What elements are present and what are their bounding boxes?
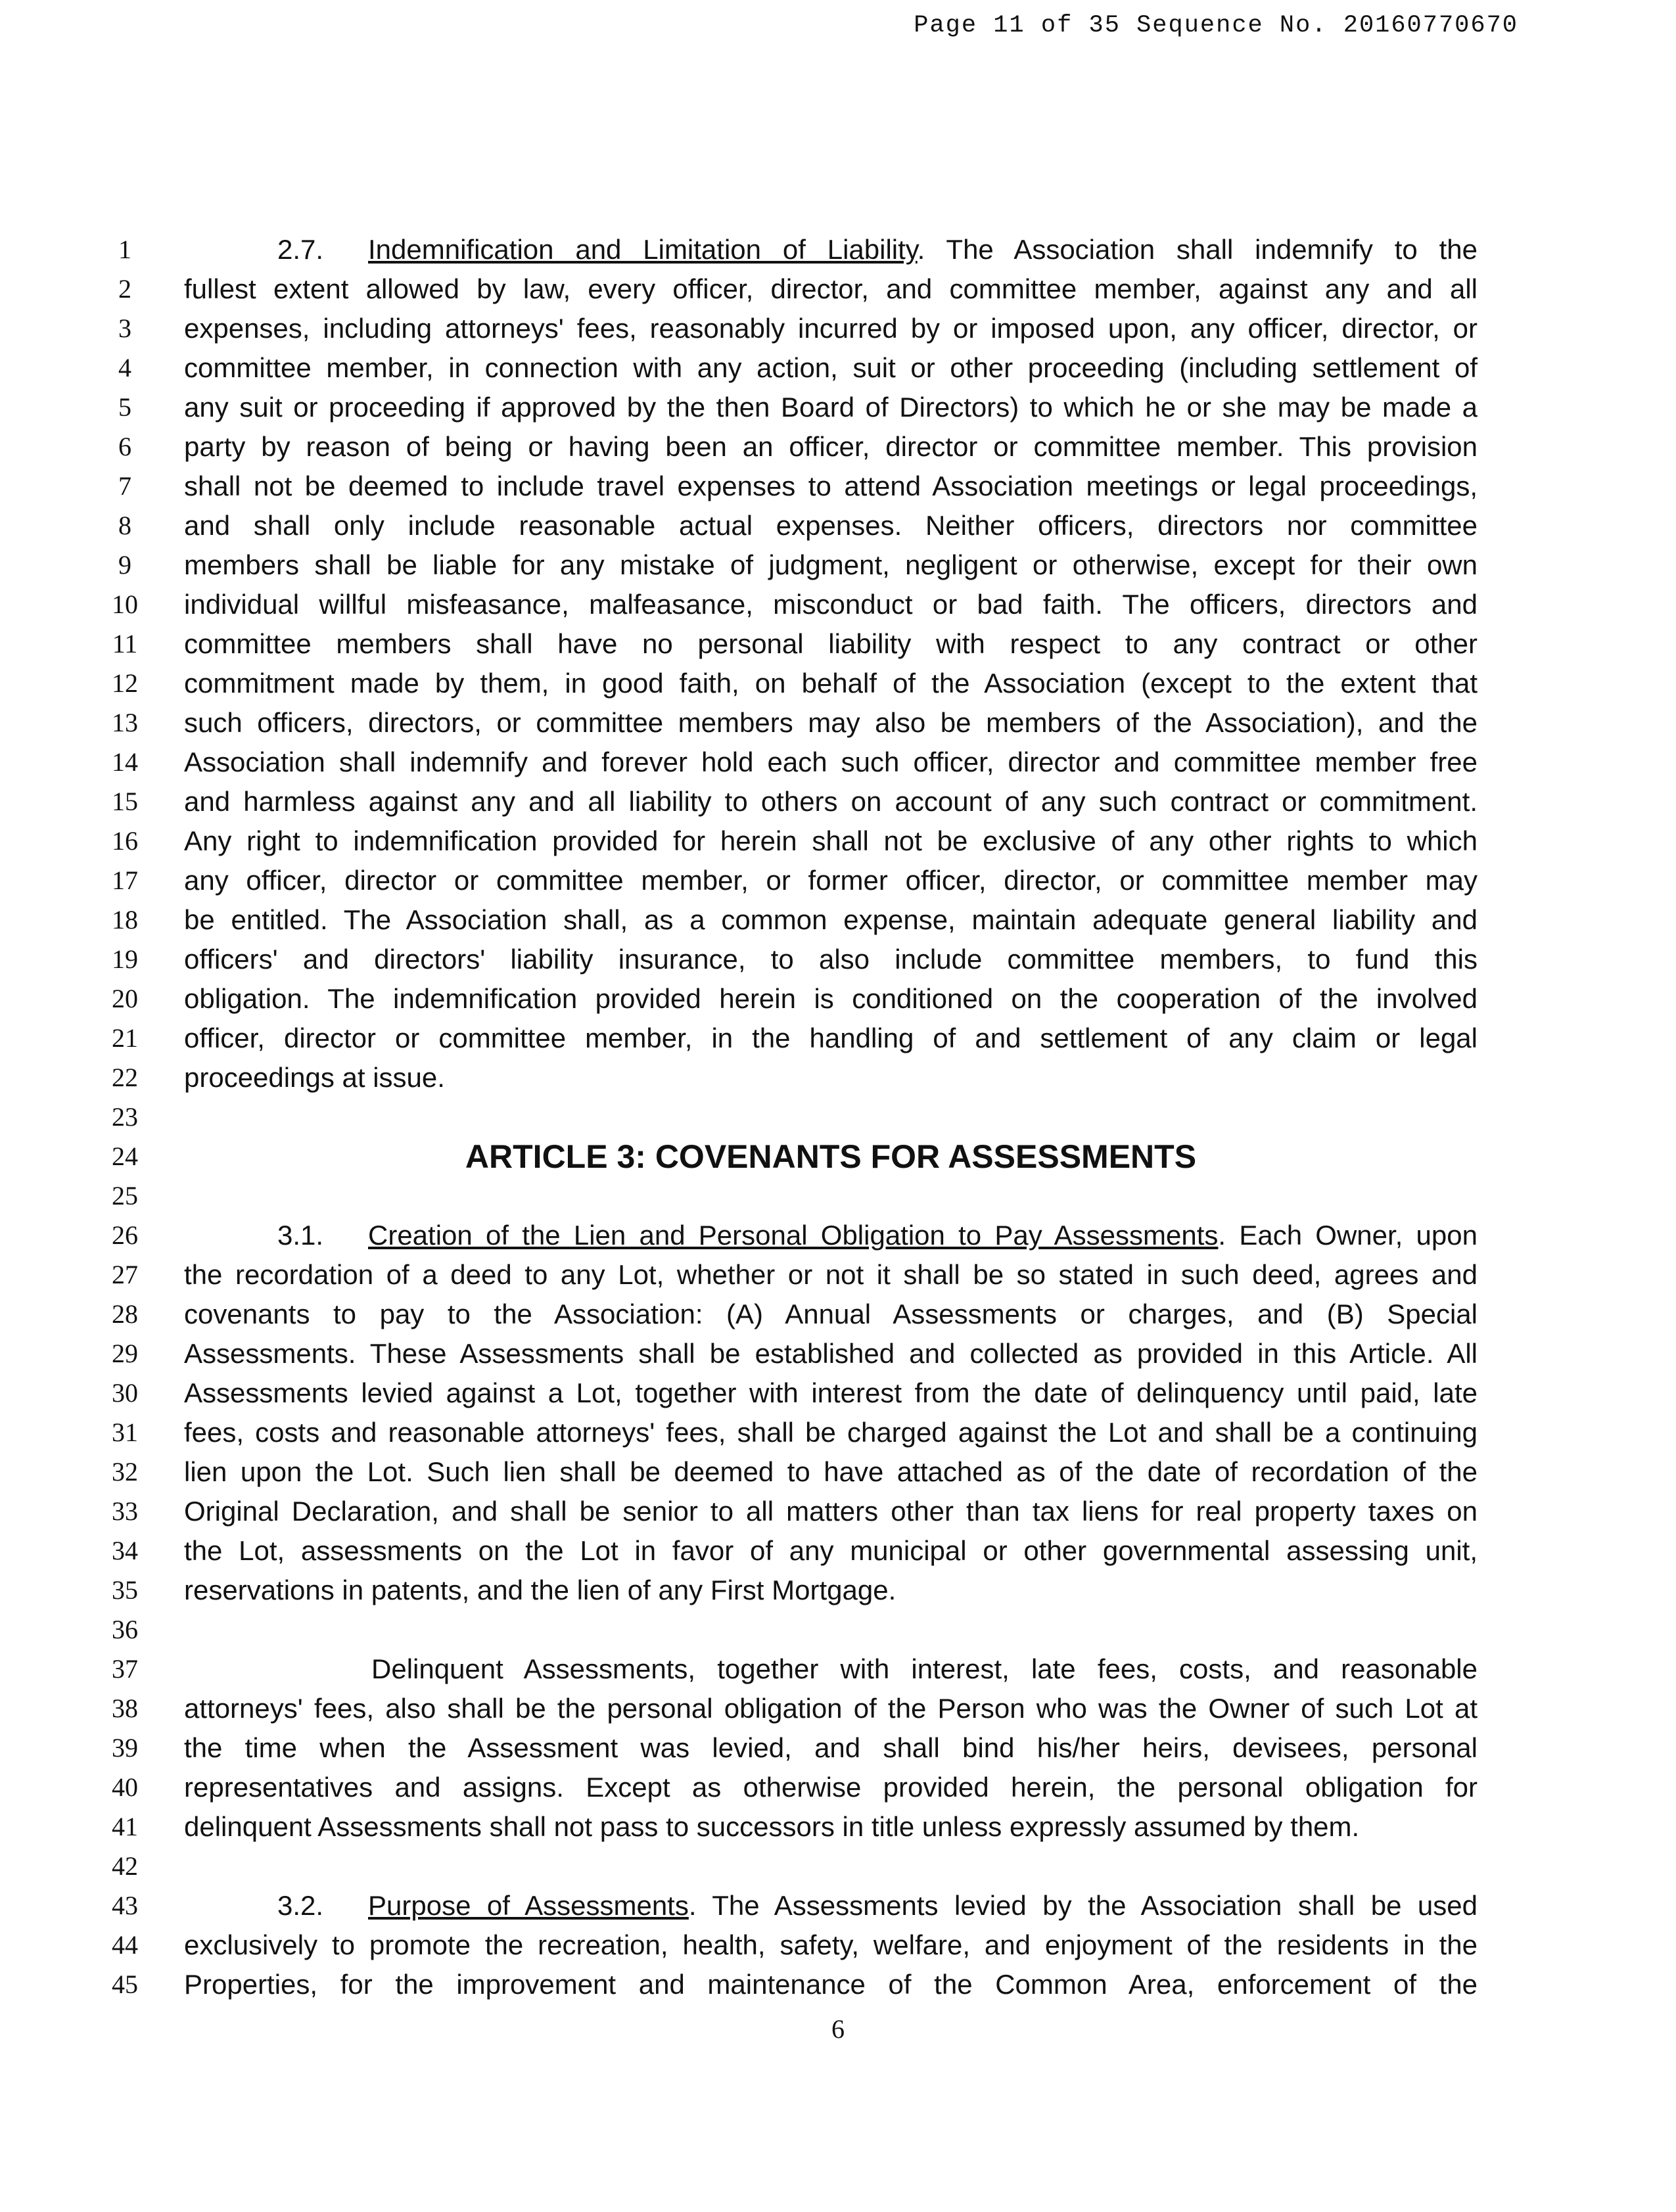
line-text: Delinquent Assessments, together with interest, late fees, costs, and reasonable xyxy=(371,1653,1478,1684)
line-number: 4 xyxy=(118,353,131,382)
line-text: . The Assessments levied by the Association shall be used xyxy=(688,1890,1478,1921)
line-number: 32 xyxy=(112,1457,138,1486)
line-number: 42 xyxy=(112,1851,138,1881)
numbered-line xyxy=(0,427,1676,467)
numbered-line xyxy=(0,1137,1676,1176)
line-number: 39 xyxy=(112,1733,138,1763)
numbered-line xyxy=(0,1176,1676,1216)
numbered-line xyxy=(0,703,1676,743)
line-text: the recordation of a deed to any Lot, whether or not it shall be so stated in such deed, agrees and xyxy=(184,1259,1478,1290)
numbered-line xyxy=(0,1295,1676,1334)
line-number: 13 xyxy=(112,708,138,737)
section-number: 3.1. xyxy=(277,1220,324,1251)
section-3-1-first-line xyxy=(184,1216,1478,1255)
line-number: 40 xyxy=(112,1772,138,1802)
line-text: and harmless against any and all liability to others on account of any such contract or commitment. xyxy=(184,786,1478,817)
numbered-line xyxy=(0,900,1676,940)
line-number: 30 xyxy=(112,1378,138,1408)
line-text: officers' and directors' liability insurance, to also include committee members, to fund this xyxy=(184,944,1478,975)
line-number: 37 xyxy=(112,1654,138,1684)
document-body xyxy=(0,230,1676,2004)
numbered-line xyxy=(0,269,1676,309)
numbered-line xyxy=(0,1925,1676,1965)
line-text: reservations in patents, and the lien of any First Mortgage. xyxy=(184,1575,896,1605)
numbered-line xyxy=(0,467,1676,506)
numbered-line xyxy=(0,388,1676,427)
line-text: lien upon the Lot. Such lien shall be deemed to have attached as of the date of recordation of the xyxy=(184,1456,1478,1487)
line-number: 21 xyxy=(112,1023,138,1053)
line-text: . The Association shall indemnify to the xyxy=(917,234,1478,265)
numbered-line xyxy=(0,624,1676,664)
section-3-2-first-line xyxy=(184,1886,1478,1925)
line-number: 16 xyxy=(112,826,138,856)
line-text: Original Declaration, and shall be senior to all matters other than tax liens for real property taxes on xyxy=(184,1496,1478,1527)
line-number: 3 xyxy=(118,313,131,343)
line-text: committee member, in connection with any action, suit or other proceeding (including settlement of xyxy=(184,352,1478,383)
numbered-line xyxy=(0,782,1676,821)
line-number: 11 xyxy=(112,629,138,658)
line-number: 43 xyxy=(112,1891,138,1920)
line-number: 38 xyxy=(112,1694,138,1723)
section-title: Purpose of Assessments xyxy=(368,1890,689,1921)
line-text: representatives and assigns. Except as otherwise provided herein, the personal obligation for xyxy=(184,1772,1478,1803)
line-number: 7 xyxy=(118,471,131,501)
section-title: Indemnification and Limitation of Liability xyxy=(368,234,918,265)
line-text: the time when the Assessment was levied, and shall bind his/her heirs, devisees, personal xyxy=(184,1732,1478,1763)
numbered-line xyxy=(0,545,1676,585)
line-number: 28 xyxy=(112,1299,138,1329)
numbered-line xyxy=(0,1610,1676,1649)
line-text: covenants to pay to the Association: (A) Annual Assessments or charges, and (B) Special xyxy=(184,1299,1478,1329)
numbered-line xyxy=(0,861,1676,900)
article-heading: ARTICLE 3: COVENANTS FOR ASSESSMENTS xyxy=(465,1138,1197,1175)
line-text: shall not be deemed to include travel expenses to attend Association meetings or legal proceedings, xyxy=(184,471,1478,501)
line-number: 25 xyxy=(112,1181,138,1210)
numbered-line xyxy=(0,1689,1676,1728)
numbered-line xyxy=(0,1058,1676,1097)
numbered-line xyxy=(0,1255,1676,1295)
page-sequence-header: Page 11 of 35 Sequence No. 20160770670 xyxy=(914,12,1518,39)
line-text: fullest extent allowed by law, every officer, director, and committee member, against any and all xyxy=(184,273,1478,304)
line-number: 10 xyxy=(112,589,138,619)
line-number: 33 xyxy=(112,1496,138,1526)
line-number: 41 xyxy=(112,1812,138,1841)
line-number: 34 xyxy=(112,1536,138,1565)
numbered-line xyxy=(0,1847,1676,1886)
line-number: 23 xyxy=(112,1102,138,1132)
numbered-line xyxy=(0,940,1676,979)
numbered-line xyxy=(0,585,1676,624)
line-text: delinquent Assessments shall not pass to successors in title unless expressly assumed by them. xyxy=(184,1811,1360,1842)
numbered-line xyxy=(0,979,1676,1019)
line-text: Any right to indemnification provided for herein shall not be exclusive of any other rights to which xyxy=(184,825,1478,856)
line-number: 35 xyxy=(112,1575,138,1605)
numbered-line xyxy=(0,1571,1676,1610)
numbered-line xyxy=(0,1019,1676,1058)
line-number: 2 xyxy=(118,274,131,304)
line-text: individual willful misfeasance, malfeasance, misconduct or bad faith. The officers, directors and xyxy=(184,589,1478,620)
line-number: 19 xyxy=(112,944,138,974)
line-number: 18 xyxy=(112,905,138,934)
numbered-line xyxy=(0,348,1676,388)
line-text: party by reason of being or having been an officer, director or committee member. This provision xyxy=(184,431,1478,462)
line-number: 24 xyxy=(112,1141,138,1171)
line-number: 1 xyxy=(118,235,131,264)
numbered-line xyxy=(0,1728,1676,1768)
numbered-line xyxy=(0,1097,1676,1137)
section-title: Creation of the Lien and Personal Obligation to Pay Assessments xyxy=(368,1220,1219,1251)
line-text: be entitled. The Association shall, as a common expense, maintain adequate general liability and xyxy=(184,904,1478,935)
line-text: attorneys' fees, also shall be the personal obligation of the Person who was the Owner of such Lot at xyxy=(184,1693,1478,1724)
line-number: 45 xyxy=(112,1970,138,1999)
line-text: any suit or proceeding if approved by the then Board of Directors) to which he or she may be made a xyxy=(184,392,1478,423)
section-number: 2.7. xyxy=(277,234,324,265)
line-number: 12 xyxy=(112,668,138,698)
line-text: the Lot, assessments on the Lot in favor of any municipal or other governmental assessing unit, xyxy=(184,1535,1478,1566)
numbered-line xyxy=(0,1334,1676,1373)
line-text: obligation. The indemnification provided herein is conditioned on the cooperation of the involved xyxy=(184,983,1478,1014)
numbered-line xyxy=(0,1768,1676,1807)
line-number: 29 xyxy=(112,1339,138,1368)
line-text: and shall only include reasonable actual expenses. Neither officers, directors nor committee xyxy=(184,510,1478,541)
line-text: exclusively to promote the recreation, health, safety, welfare, and enjoyment of the residents in the xyxy=(184,1929,1478,1960)
numbered-line xyxy=(0,821,1676,861)
line-number: 36 xyxy=(112,1615,138,1644)
numbered-line xyxy=(0,664,1676,703)
line-number: 15 xyxy=(112,787,138,816)
line-number: 9 xyxy=(118,550,131,580)
numbered-line xyxy=(0,1807,1676,1847)
section-number: 3.2. xyxy=(277,1890,324,1921)
numbered-line xyxy=(0,309,1676,348)
numbered-line xyxy=(0,1965,1676,2004)
line-text: commitment made by them, in good faith, on behalf of the Association (except to the extent that xyxy=(184,668,1478,699)
numbered-line xyxy=(0,743,1676,782)
line-text: proceedings at issue. xyxy=(184,1062,445,1093)
numbered-line xyxy=(0,1373,1676,1413)
line-text: officer, director or committee member, in the handling of and settlement of any claim or legal xyxy=(184,1023,1478,1053)
line-text: Assessments levied against a Lot, together with interest from the date of delinquency until paid, late xyxy=(184,1377,1478,1408)
line-text: fees, costs and reasonable attorneys' fees, shall be charged against the Lot and shall be a continuing xyxy=(184,1417,1478,1448)
line-number: 44 xyxy=(112,1930,138,1960)
section-2-7-first-line xyxy=(184,230,1478,269)
line-number: 31 xyxy=(112,1417,138,1447)
line-number: 5 xyxy=(118,392,131,422)
line-text: expenses, including attorneys' fees, reasonably incurred by or imposed upon, any officer, director, or xyxy=(184,313,1478,344)
numbered-line xyxy=(0,1492,1676,1531)
page-number: 6 xyxy=(831,2014,845,2044)
line-number: 6 xyxy=(118,432,131,461)
numbered-line xyxy=(0,506,1676,545)
numbered-line xyxy=(0,1216,1676,1255)
line-number: 27 xyxy=(112,1260,138,1289)
line-text: . Each Owner, upon xyxy=(1218,1220,1478,1251)
line-text: members shall be liable for any mistake of judgment, negligent or otherwise, except for their own xyxy=(184,549,1478,580)
numbered-line xyxy=(0,1452,1676,1492)
line-number: 8 xyxy=(118,511,131,540)
line-number: 17 xyxy=(112,865,138,895)
line-text: such officers, directors, or committee members may also be members of the Association), and the xyxy=(184,707,1478,738)
line-text: Assessments. These Assessments shall be established and collected as provided in this Article. All xyxy=(184,1338,1478,1369)
numbered-line xyxy=(0,1531,1676,1571)
line-number: 26 xyxy=(112,1220,138,1250)
numbered-line xyxy=(0,1413,1676,1452)
numbered-line xyxy=(0,1886,1676,1925)
line-number: 14 xyxy=(112,747,138,777)
line-text: committee members shall have no personal liability with respect to any contract or other xyxy=(184,628,1478,659)
numbered-line xyxy=(0,230,1676,269)
line-number: 22 xyxy=(112,1063,138,1092)
line-number: 20 xyxy=(112,984,138,1013)
line-text: Properties, for the improvement and maintenance of the Common Area, enforcement of the xyxy=(184,1969,1478,2000)
line-text: any officer, director or committee member, or former officer, director, or committee member may xyxy=(184,865,1478,896)
numbered-line xyxy=(0,1649,1676,1689)
line-text: Association shall indemnify and forever hold each such officer, director and committee member free xyxy=(184,747,1478,777)
